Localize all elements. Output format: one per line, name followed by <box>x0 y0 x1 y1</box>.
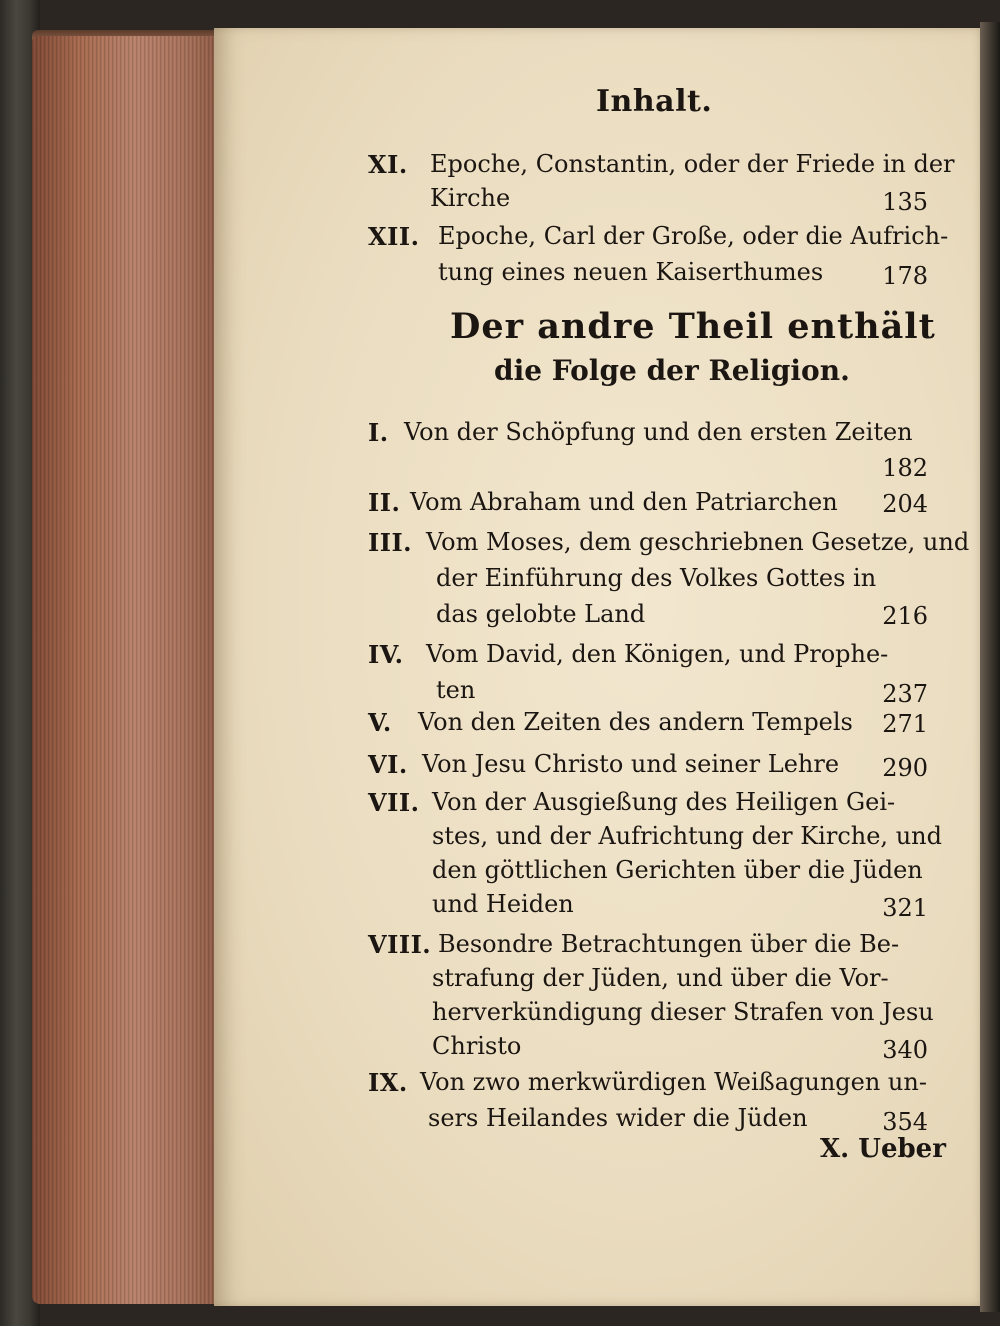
page-number: 178 <box>882 262 928 290</box>
entry-line: Von Jesu Christo und seiner Lehre <box>422 750 840 778</box>
toc-entry <box>368 784 942 928</box>
toc-entry <box>368 414 928 486</box>
part-subheading: die Folge der Religion. <box>494 354 850 387</box>
page-number: 271 <box>882 710 928 738</box>
toc-entry <box>368 636 928 708</box>
entry-line: strafung der Jüden, und über die Vor- <box>432 964 889 992</box>
entry-line: der Einführung des Volkes Gottes in <box>436 564 877 592</box>
entry-line: sers Heilandes wider die Jüden <box>428 1104 808 1132</box>
entry-number: XI. <box>368 150 408 179</box>
part-heading: Der andre Theil enthält <box>450 306 936 347</box>
page-number: 135 <box>882 188 928 216</box>
entry-line: Von zwo merkwürdigen Weißagungen un- <box>420 1068 927 1096</box>
entry-line: Vom David, den Königen, und Prophe- <box>426 640 889 668</box>
entry-line: herverkündigung dieser Strafen von Jesu <box>432 998 934 1026</box>
entry-line: das gelobte Land <box>436 600 646 628</box>
toc-entry <box>368 484 928 520</box>
page-number: 216 <box>882 602 928 630</box>
catchword: X. Ueber <box>820 1134 946 1164</box>
page-number: 237 <box>882 680 928 708</box>
entry-number: I. <box>368 418 389 447</box>
page-number: 354 <box>882 1108 928 1136</box>
entry-line: Epoche, Constantin, oder der Friede in der <box>430 150 955 178</box>
entry-number: VI. <box>368 750 408 779</box>
entry-number: VIII. <box>368 930 432 959</box>
toc-entry <box>368 524 970 632</box>
toc-entry <box>368 746 928 782</box>
entry-line: Von den Zeiten des andern Tempels <box>418 708 853 736</box>
entry-line: Vom Abraham und den Patriarchen <box>410 488 838 516</box>
entry-line: Vom Moses, dem geschriebnen Gesetze, und <box>426 528 970 556</box>
entry-number: II. <box>368 488 401 517</box>
page-number: 182 <box>882 454 928 482</box>
entry-line: den göttlichen Gerichten über die Jüden <box>432 856 923 884</box>
entry-line: und Heiden <box>432 890 574 918</box>
entry-number: XII. <box>368 222 420 251</box>
entry-line: tung eines neuen Kaiserthumes <box>438 258 824 286</box>
page-number: 290 <box>882 754 928 782</box>
entry-number: IV. <box>368 640 404 669</box>
toc-entry <box>368 926 934 1070</box>
entry-number: IX. <box>368 1068 408 1097</box>
toc-entry <box>368 704 928 740</box>
page-number: 204 <box>882 490 928 518</box>
entry-line: Von der Schöpfung und den ersten Zeiten <box>404 418 913 446</box>
entry-line: ten <box>436 676 476 704</box>
page-number: 321 <box>882 894 928 922</box>
entry-number: V. <box>368 708 392 737</box>
entry-line: Von der Ausgießung des Heiligen Gei- <box>432 788 896 816</box>
toc-entry <box>368 218 949 290</box>
toc-entry <box>368 1064 928 1136</box>
entry-line: Besondre Betrachtungen über die Be- <box>438 930 900 958</box>
entry-number: VII. <box>368 788 420 817</box>
entry-line: Christo <box>432 1032 522 1060</box>
entry-number: III. <box>368 528 413 557</box>
toc-entry <box>368 146 955 218</box>
entry-line: Epoche, Carl der Große, oder die Aufrich- <box>438 222 949 250</box>
running-title: Inhalt. <box>596 84 713 119</box>
page-number: 340 <box>882 1036 928 1064</box>
entry-line: stes, und der Aufrichtung der Kirche, und <box>432 822 942 850</box>
entry-line: Kirche <box>430 184 511 212</box>
